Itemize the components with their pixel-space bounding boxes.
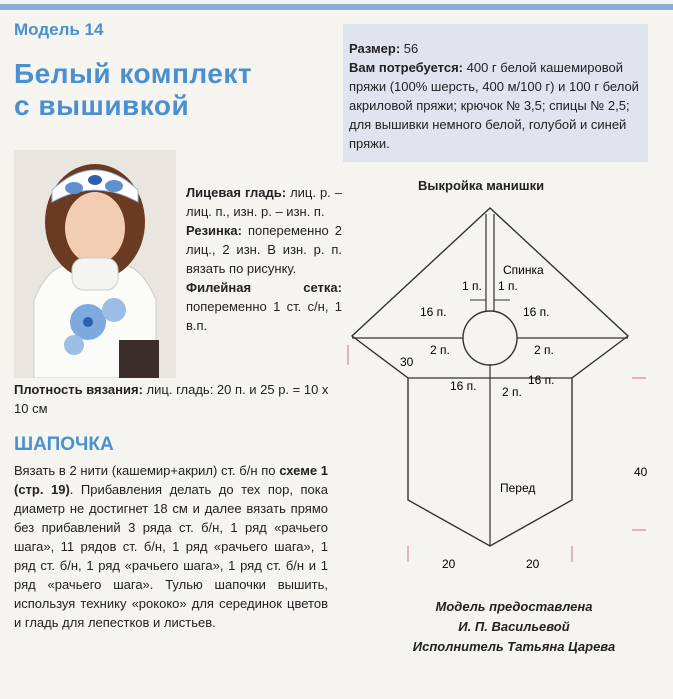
credit-line-1: Модель предоставлена bbox=[435, 599, 593, 614]
credit-line-2: И. П. Васильевой bbox=[458, 619, 570, 634]
back-label: Спинка bbox=[503, 263, 544, 277]
hat-instructions bbox=[14, 461, 328, 632]
filet-text: попеременно 1 ст. с/н, 1 в.п. bbox=[186, 299, 342, 333]
hat-scheme-ref: схеме 1 (стр. 19) bbox=[14, 463, 328, 497]
neck-opening bbox=[463, 311, 517, 365]
label-16p-ur: 16 п. bbox=[523, 305, 550, 319]
need-label: Вам потребуется: bbox=[349, 60, 463, 75]
label-2p-right: 2 п. bbox=[534, 343, 554, 357]
front-label: Перед bbox=[500, 481, 536, 495]
rib-text: попеременно 2 лиц., 2 изн. В изн. р. п. вязать по рисунку. bbox=[186, 223, 342, 276]
requirements-panel bbox=[343, 24, 648, 162]
density-label: Плотность вязания: bbox=[14, 382, 143, 397]
density-text: лиц. гладь: 20 п. и 25 р. = 10 х 10 см bbox=[14, 382, 329, 416]
label-2p-lower: 2 п. bbox=[502, 385, 522, 399]
rib-label: Резинка: bbox=[186, 223, 242, 238]
credit-line-3: Исполнитель Татьяна Царева bbox=[412, 639, 616, 654]
pattern-title: Выкройка манишки bbox=[418, 178, 545, 193]
face-stitch-label: Лицевая гладь: bbox=[186, 185, 287, 200]
hat-heading: ШАПОЧКА bbox=[14, 434, 114, 455]
model-photo bbox=[14, 150, 176, 378]
size-value: 56 bbox=[403, 41, 419, 56]
label-16p-ll: 16 п. bbox=[450, 379, 477, 393]
label-16p-lr: 16 п. bbox=[528, 373, 555, 387]
hat-text-b: . Прибавления делать до тех пор, пока диаметр не достигнет 18 см и далее вязать прямо без прибавлений 3 ряда ст. б/н, 1 ряд «рачьего шага», 11 рядов ст. б/н, 1 ряд «рачьего шага», 1 ряд ст. б/н, 1 ряд «рачьего шага», 1 ряд ст. б/н и 1 ряд «рачьего шага». Тулью шапочки вышить, используя технику «рококо» для серединок цветов и гладь для лепестков и листьев. bbox=[14, 482, 328, 630]
model-number: Модель 14 bbox=[14, 20, 104, 39]
pattern-diagram bbox=[340, 200, 660, 590]
label-2p-left: 2 п. bbox=[430, 343, 450, 357]
requirements-text bbox=[349, 39, 643, 153]
title-line-1: Белый комплект bbox=[14, 58, 253, 89]
label-40: 40 bbox=[634, 465, 648, 479]
label-1p-right: 1 п. bbox=[498, 279, 518, 293]
face-stitch-text: лиц. р. – лиц. п., изн. р. – изн. п. bbox=[186, 185, 342, 219]
label-20-left: 20 bbox=[442, 557, 456, 571]
top-stripe bbox=[0, 4, 673, 10]
label-30: 30 bbox=[400, 355, 414, 369]
hat-text-a: Вязать в 2 нити (кашемир+акрил) ст. б/н по bbox=[14, 463, 276, 478]
label-1p-left: 1 п. bbox=[462, 279, 482, 293]
page-title bbox=[14, 58, 252, 122]
need-text: 400 г белой кашемировой пряжи (100% шерсть, 400 м/100 г) и 100 г белой акриловой пряжи; крючок № 3,5; спицы № 2,5; для вышивки немного белой, голубой и синей пряжи. bbox=[349, 60, 639, 151]
density-info bbox=[14, 380, 344, 418]
credits bbox=[394, 597, 634, 657]
stitch-info bbox=[186, 183, 342, 335]
label-20-right: 20 bbox=[526, 557, 540, 571]
label-16p-ul: 16 п. bbox=[420, 305, 447, 319]
size-label: Размер: bbox=[349, 41, 401, 56]
title-line-2: с вышивкой bbox=[14, 90, 190, 121]
filet-label: Филейная сетка: bbox=[186, 280, 342, 295]
